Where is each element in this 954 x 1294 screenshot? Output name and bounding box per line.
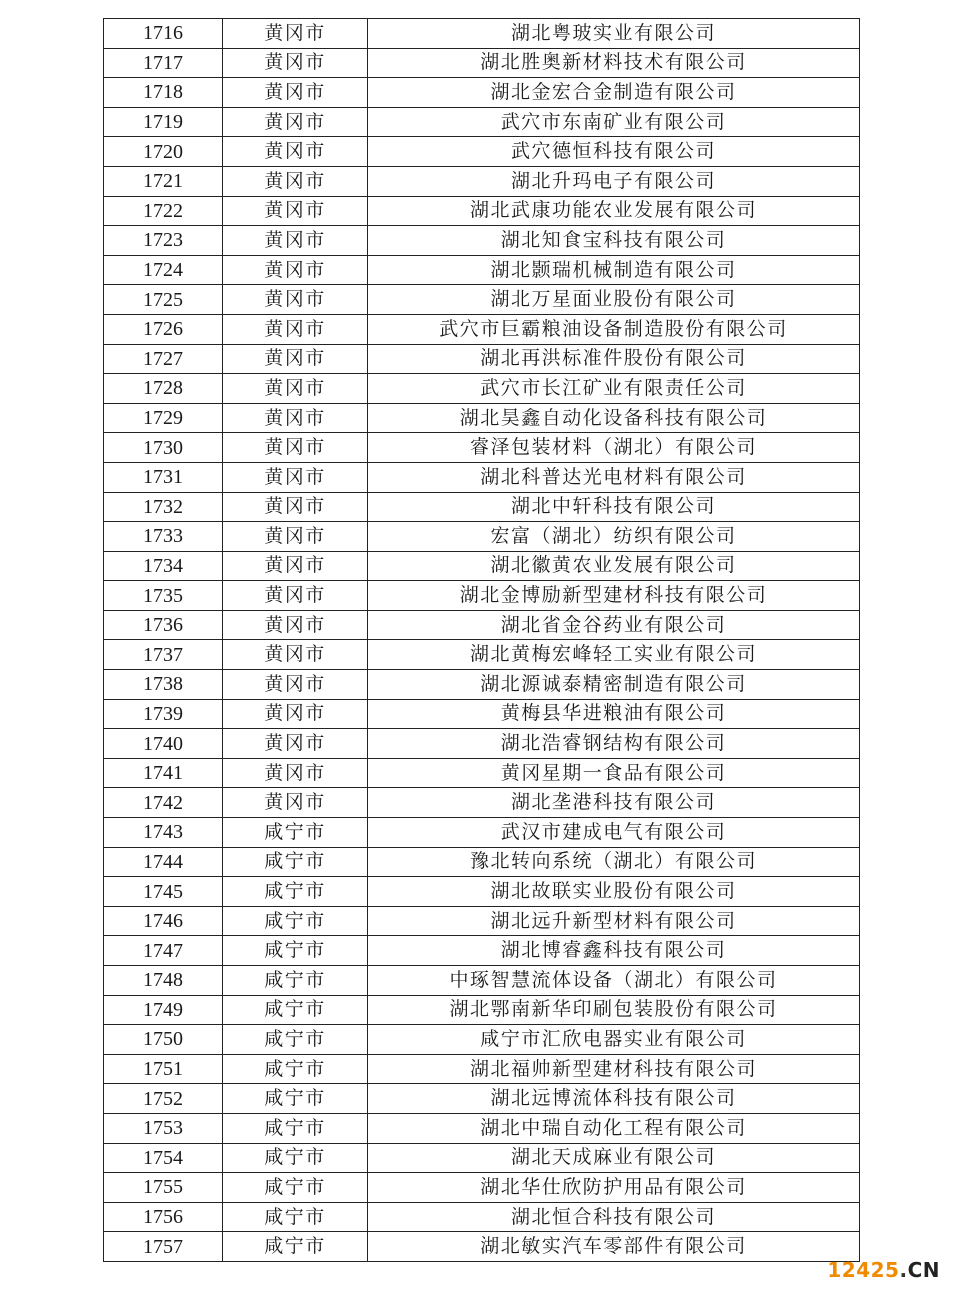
- company-name-cell: 睿泽包装材料（湖北）有限公司: [368, 433, 860, 463]
- company-name-cell: 湖北昊鑫自动化设备科技有限公司: [368, 403, 860, 433]
- city-cell: 黄冈市: [223, 492, 368, 522]
- company-name-cell: 湖北升玛电子有限公司: [368, 166, 860, 196]
- company-name-cell: 湖北金宏合金制造有限公司: [368, 78, 860, 108]
- row-number-cell: 1720: [104, 137, 223, 167]
- company-name-cell: 湖北黄梅宏峰轻工实业有限公司: [368, 640, 860, 670]
- city-cell: 咸宁市: [223, 1173, 368, 1203]
- company-list-body: [104, 19, 860, 1262]
- city-cell: 黄冈市: [223, 285, 368, 315]
- city-cell: 咸宁市: [223, 936, 368, 966]
- city-cell: 黄冈市: [223, 670, 368, 700]
- row-number-cell: 1749: [104, 995, 223, 1025]
- company-name-cell: 武穴德恒科技有限公司: [368, 137, 860, 167]
- city-cell: 黄冈市: [223, 344, 368, 374]
- row-number-cell: 1736: [104, 610, 223, 640]
- city-cell: 咸宁市: [223, 1113, 368, 1143]
- city-cell: 咸宁市: [223, 1054, 368, 1084]
- table-row: [104, 48, 860, 78]
- watermark-digits: 12425: [827, 1258, 900, 1282]
- company-name-cell: 湖北华仕欣防护用品有限公司: [368, 1173, 860, 1203]
- city-cell: 咸宁市: [223, 1202, 368, 1232]
- company-name-cell: 武穴市巨霸粮油设备制造股份有限公司: [368, 314, 860, 344]
- watermark-tld: CN: [907, 1258, 940, 1282]
- company-name-cell: 湖北故联实业股份有限公司: [368, 877, 860, 907]
- row-number-cell: 1728: [104, 374, 223, 404]
- city-cell: 黄冈市: [223, 610, 368, 640]
- row-number-cell: 1752: [104, 1084, 223, 1114]
- company-list-table: [103, 18, 860, 1262]
- row-number-cell: 1727: [104, 344, 223, 374]
- company-name-cell: 黄冈星期一食品有限公司: [368, 758, 860, 788]
- city-cell: 咸宁市: [223, 847, 368, 877]
- table-row: [104, 1054, 860, 1084]
- row-number-cell: 1747: [104, 936, 223, 966]
- table-row: [104, 1173, 860, 1203]
- company-name-cell: 湖北金博励新型建材科技有限公司: [368, 581, 860, 611]
- city-cell: 黄冈市: [223, 314, 368, 344]
- city-cell: 咸宁市: [223, 1025, 368, 1055]
- table-row: [104, 966, 860, 996]
- table-row: [104, 1113, 860, 1143]
- table-row: [104, 877, 860, 907]
- site-watermark: [827, 1258, 940, 1282]
- city-cell: 咸宁市: [223, 818, 368, 848]
- company-name-cell: 湖北天成麻业有限公司: [368, 1143, 860, 1173]
- company-name-cell: 湖北武康功能农业发展有限公司: [368, 196, 860, 226]
- table-row: [104, 936, 860, 966]
- row-number-cell: 1737: [104, 640, 223, 670]
- company-name-cell: 湖北鄂南新华印刷包装股份有限公司: [368, 995, 860, 1025]
- city-cell: 黄冈市: [223, 78, 368, 108]
- city-cell: 黄冈市: [223, 137, 368, 167]
- company-name-cell: 湖北远博流体科技有限公司: [368, 1084, 860, 1114]
- city-cell: 咸宁市: [223, 1143, 368, 1173]
- company-name-cell: 湖北粤玻实业有限公司: [368, 19, 860, 49]
- company-name-cell: 湖北远升新型材料有限公司: [368, 906, 860, 936]
- company-name-cell: 湖北再洪标准件股份有限公司: [368, 344, 860, 374]
- row-number-cell: 1739: [104, 699, 223, 729]
- row-number-cell: 1738: [104, 670, 223, 700]
- table-row: [104, 166, 860, 196]
- city-cell: 黄冈市: [223, 166, 368, 196]
- row-number-cell: 1719: [104, 107, 223, 137]
- company-name-cell: 武穴市长江矿业有限责任公司: [368, 374, 860, 404]
- table-row: [104, 255, 860, 285]
- company-name-cell: 湖北万星面业股份有限公司: [368, 285, 860, 315]
- row-number-cell: 1724: [104, 255, 223, 285]
- row-number-cell: 1741: [104, 758, 223, 788]
- table-row: [104, 19, 860, 49]
- row-number-cell: 1717: [104, 48, 223, 78]
- row-number-cell: 1743: [104, 818, 223, 848]
- company-name-cell: 湖北省金谷药业有限公司: [368, 610, 860, 640]
- row-number-cell: 1718: [104, 78, 223, 108]
- row-number-cell: 1731: [104, 462, 223, 492]
- row-number-cell: 1716: [104, 19, 223, 49]
- table-row: [104, 1202, 860, 1232]
- city-cell: 黄冈市: [223, 522, 368, 552]
- city-cell: 黄冈市: [223, 107, 368, 137]
- company-name-cell: 宏富（湖北）纺织有限公司: [368, 522, 860, 552]
- company-name-cell: 湖北徽黄农业发展有限公司: [368, 551, 860, 581]
- row-number-cell: 1755: [104, 1173, 223, 1203]
- table-row: [104, 196, 860, 226]
- company-name-cell: 湖北颢瑞机械制造有限公司: [368, 255, 860, 285]
- city-cell: 黄冈市: [223, 433, 368, 463]
- table-row: [104, 433, 860, 463]
- city-cell: 黄冈市: [223, 699, 368, 729]
- company-name-cell: 湖北垄港科技有限公司: [368, 788, 860, 818]
- table-row: [104, 1084, 860, 1114]
- row-number-cell: 1750: [104, 1025, 223, 1055]
- table-row: [104, 137, 860, 167]
- table-row: [104, 551, 860, 581]
- row-number-cell: 1757: [104, 1232, 223, 1262]
- row-number-cell: 1729: [104, 403, 223, 433]
- table-row: [104, 906, 860, 936]
- city-cell: 黄冈市: [223, 255, 368, 285]
- company-name-cell: 豫北转向系统（湖北）有限公司: [368, 847, 860, 877]
- row-number-cell: 1746: [104, 906, 223, 936]
- row-number-cell: 1742: [104, 788, 223, 818]
- company-name-cell: 湖北源诚泰精密制造有限公司: [368, 670, 860, 700]
- row-number-cell: 1748: [104, 966, 223, 996]
- row-number-cell: 1735: [104, 581, 223, 611]
- table-row: [104, 226, 860, 256]
- company-name-cell: 湖北敏实汽车零部件有限公司: [368, 1232, 860, 1262]
- company-name-cell: 武穴市东南矿业有限公司: [368, 107, 860, 137]
- table-row: [104, 522, 860, 552]
- company-name-cell: 湖北知食宝科技有限公司: [368, 226, 860, 256]
- table-row: [104, 344, 860, 374]
- city-cell: 咸宁市: [223, 995, 368, 1025]
- table-row: [104, 403, 860, 433]
- city-cell: 黄冈市: [223, 374, 368, 404]
- city-cell: 黄冈市: [223, 403, 368, 433]
- company-name-cell: 咸宁市汇欣电器实业有限公司: [368, 1025, 860, 1055]
- row-number-cell: 1726: [104, 314, 223, 344]
- row-number-cell: 1721: [104, 166, 223, 196]
- table-row: [104, 285, 860, 315]
- city-cell: 黄冈市: [223, 196, 368, 226]
- table-row: [104, 581, 860, 611]
- table-row: [104, 1232, 860, 1262]
- table-row: [104, 699, 860, 729]
- table-row: [104, 78, 860, 108]
- company-name-cell: 武汉市建成电气有限公司: [368, 818, 860, 848]
- row-number-cell: 1754: [104, 1143, 223, 1173]
- row-number-cell: 1733: [104, 522, 223, 552]
- row-number-cell: 1722: [104, 196, 223, 226]
- company-name-cell: 黄梅县华进粮油有限公司: [368, 699, 860, 729]
- company-name-cell: 湖北浩睿钢结构有限公司: [368, 729, 860, 759]
- table-row: [104, 374, 860, 404]
- city-cell: 黄冈市: [223, 581, 368, 611]
- city-cell: 黄冈市: [223, 226, 368, 256]
- row-number-cell: 1745: [104, 877, 223, 907]
- city-cell: 咸宁市: [223, 966, 368, 996]
- row-number-cell: 1751: [104, 1054, 223, 1084]
- table-row: [104, 640, 860, 670]
- row-number-cell: 1723: [104, 226, 223, 256]
- table-row: [104, 314, 860, 344]
- city-cell: 黄冈市: [223, 640, 368, 670]
- city-cell: 咸宁市: [223, 906, 368, 936]
- row-number-cell: 1753: [104, 1113, 223, 1143]
- table-row: [104, 492, 860, 522]
- row-number-cell: 1725: [104, 285, 223, 315]
- company-name-cell: 湖北科普达光电材料有限公司: [368, 462, 860, 492]
- row-number-cell: 1740: [104, 729, 223, 759]
- table-row: [104, 788, 860, 818]
- city-cell: 黄冈市: [223, 462, 368, 492]
- table-row: [104, 610, 860, 640]
- company-name-cell: 湖北恒合科技有限公司: [368, 1202, 860, 1232]
- city-cell: 黄冈市: [223, 48, 368, 78]
- table-row: [104, 729, 860, 759]
- row-number-cell: 1732: [104, 492, 223, 522]
- company-name-cell: 湖北中瑞自动化工程有限公司: [368, 1113, 860, 1143]
- table-row: [104, 758, 860, 788]
- table-row: [104, 1025, 860, 1055]
- row-number-cell: 1756: [104, 1202, 223, 1232]
- city-cell: 黄冈市: [223, 551, 368, 581]
- table-row: [104, 107, 860, 137]
- company-name-cell: 湖北福帅新型建材科技有限公司: [368, 1054, 860, 1084]
- company-name-cell: 湖北中轩科技有限公司: [368, 492, 860, 522]
- city-cell: 黄冈市: [223, 19, 368, 49]
- company-name-cell: 湖北博睿鑫科技有限公司: [368, 936, 860, 966]
- city-cell: 黄冈市: [223, 729, 368, 759]
- table-row: [104, 847, 860, 877]
- city-cell: 黄冈市: [223, 758, 368, 788]
- city-cell: 黄冈市: [223, 788, 368, 818]
- table-row: [104, 462, 860, 492]
- table-row: [104, 670, 860, 700]
- row-number-cell: 1730: [104, 433, 223, 463]
- city-cell: 咸宁市: [223, 877, 368, 907]
- table-row: [104, 1143, 860, 1173]
- row-number-cell: 1744: [104, 847, 223, 877]
- watermark-dot: .: [899, 1258, 908, 1282]
- company-name-cell: 中琢智慧流体设备（湖北）有限公司: [368, 966, 860, 996]
- row-number-cell: 1734: [104, 551, 223, 581]
- city-cell: 咸宁市: [223, 1232, 368, 1262]
- table-row: [104, 995, 860, 1025]
- city-cell: 咸宁市: [223, 1084, 368, 1114]
- table-row: [104, 818, 860, 848]
- company-name-cell: 湖北胜奥新材料技术有限公司: [368, 48, 860, 78]
